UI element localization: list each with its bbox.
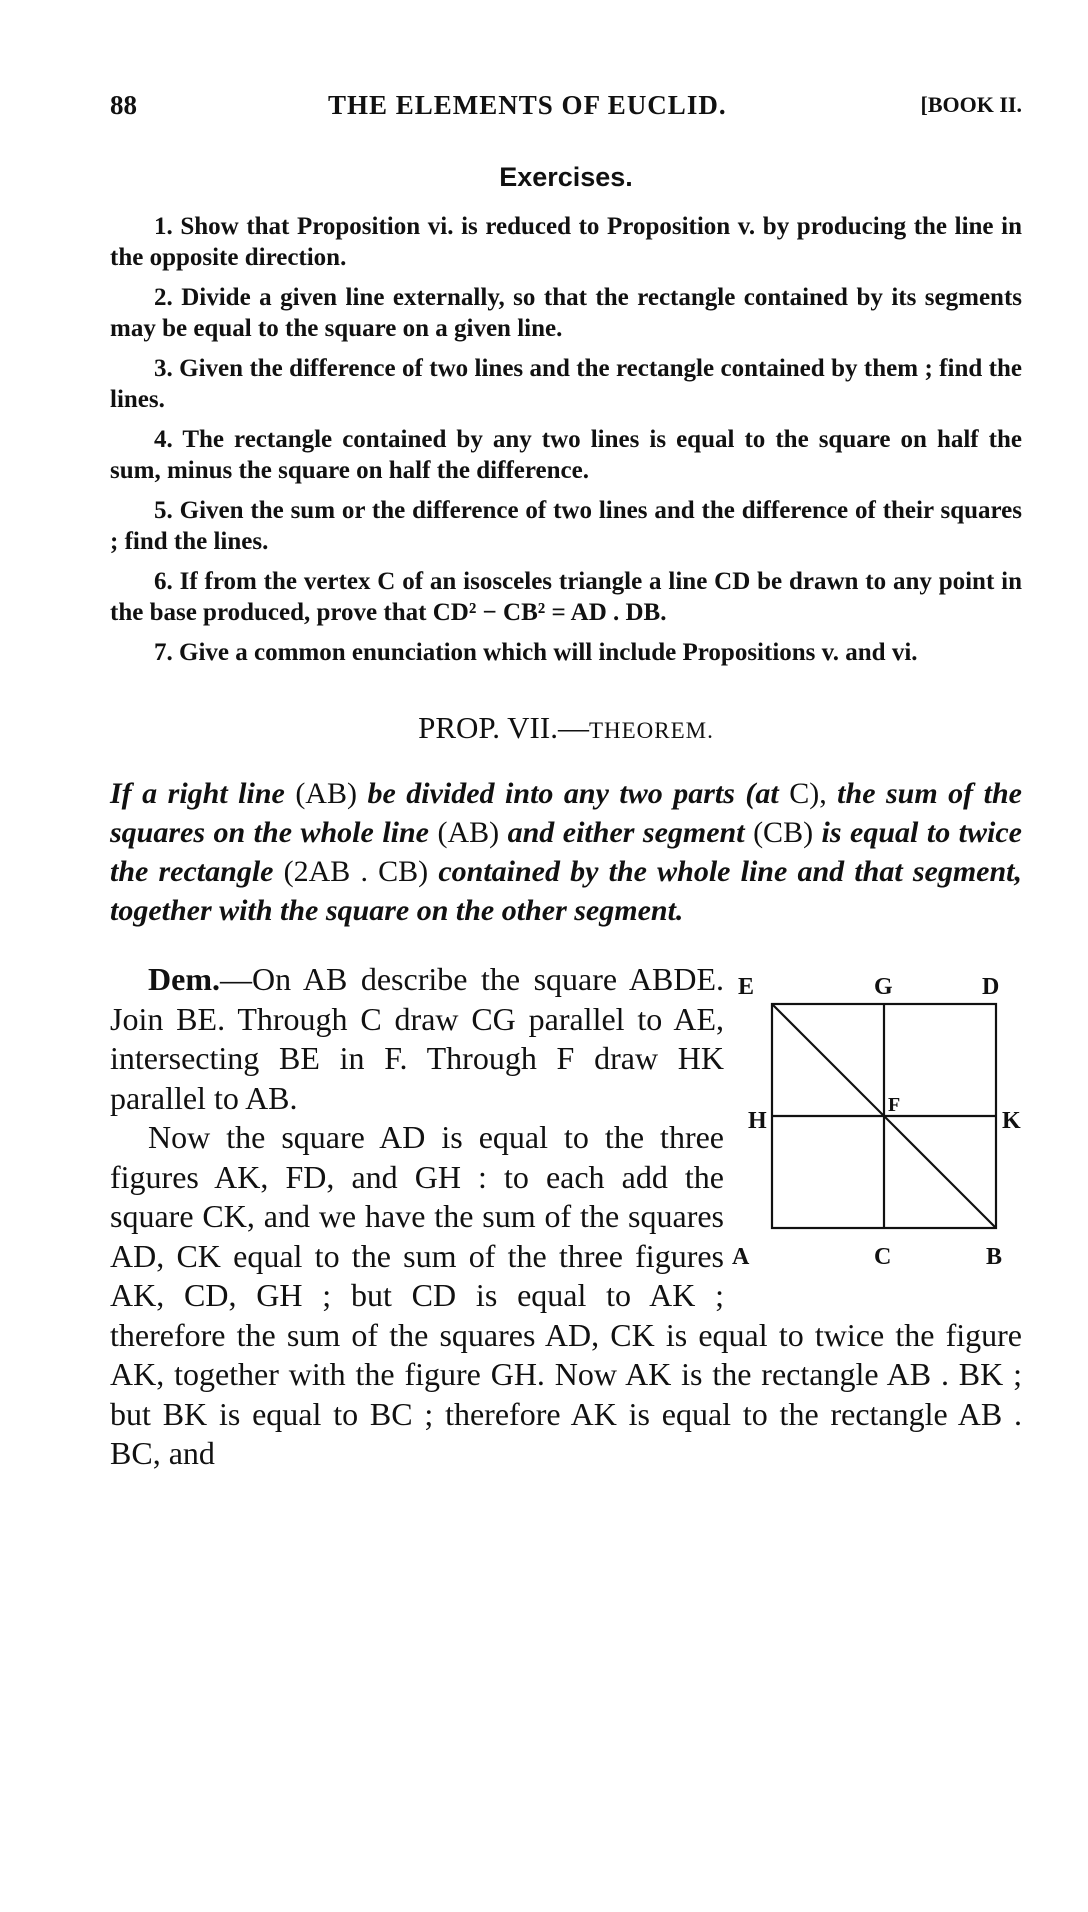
label-b: B bbox=[986, 1244, 1003, 1270]
theorem-ref: C), bbox=[789, 777, 827, 810]
dem-label: Dem. bbox=[148, 961, 220, 997]
exercise-4: 4. The rectangle contained by any two lines is equal to the square on half the sum, minus the square on half the difference. bbox=[110, 426, 1022, 484]
label-e: E bbox=[738, 974, 755, 1000]
label-h: H bbox=[748, 1108, 767, 1134]
exercise-2: 2. Divide a given line externally, so that the rectangle contained by its segments may be equal to the square on a given line. bbox=[110, 284, 1022, 342]
proposition-heading bbox=[110, 710, 1022, 746]
theorem-ref: (AB) bbox=[437, 816, 500, 849]
exercise-7: 7. Give a common enunciation which will include Propositions v. and vi. bbox=[154, 639, 918, 666]
label-d: D bbox=[982, 974, 1000, 1000]
theorem-ref: (AB) bbox=[295, 777, 357, 810]
proof-paragraph-2: Now the square AD is equal to the three figures AK, FD, and GH : to each add the square CK, and we have the sum of the squares AD, CK equal to the sum of the three figures AK, CD, GH ; but CD is equal to AK ; therefore the sum of the squares AD, CK is equal to twice the figure AK, together with the figure GH. Now AK is the rectangle AB . BK ; but BK is equal to BC ; therefore AK is equal to the rectangle AB . BC, and bbox=[110, 1119, 1022, 1471]
proposition-type: THEOREM. bbox=[588, 718, 714, 743]
figure-diagram bbox=[732, 962, 1032, 1280]
exercise-3: 3. Given the difference of two lines and the rectangle contained by them ; find the lines. bbox=[110, 355, 1022, 413]
theorem-ref: (2AB . CB) bbox=[283, 855, 429, 888]
theorem-part: If a right line bbox=[110, 777, 296, 810]
theorem-part: is equal to twice the rectangle bbox=[110, 816, 1022, 888]
label-f: F bbox=[888, 1094, 901, 1116]
theorem-part: and either segment bbox=[499, 816, 754, 849]
theorem-part: contained by the whole line and that segment, together with the square on the other segment. bbox=[110, 855, 1022, 927]
book-title: THE ELEMENTS OF EUCLID. bbox=[328, 90, 727, 120]
exercise-5: 5. Given the sum or the difference of two lines and the difference of their squares ; find the lines. bbox=[110, 497, 1022, 555]
label-k: K bbox=[1002, 1108, 1021, 1134]
proof-text-1: —On AB describe the square ABDE. Join BE. Through C draw CG parallel to AE, intersecting BE in F. Through F draw HK parallel to AB. bbox=[110, 961, 724, 1116]
exercise-6: 6. If from the vertex C of an isosceles triangle a line CD be drawn to any point in the base produced, prove that CD² − CB² = AD . DB. bbox=[110, 568, 1022, 626]
page-number: 88 bbox=[110, 90, 137, 120]
proof bbox=[110, 960, 1022, 1474]
theorem-ref: (CB) bbox=[753, 816, 814, 849]
theorem-enunciation bbox=[110, 774, 1022, 930]
page bbox=[110, 90, 1022, 1474]
book-label: [BOOK II. bbox=[920, 92, 1022, 117]
theorem-part: be divided into any two parts bbox=[356, 777, 746, 810]
exercises-heading: Exercises. bbox=[499, 162, 633, 192]
label-a: A bbox=[732, 1244, 750, 1270]
exercise-1: 1. Show that Proposition vi. is reduced to Proposition v. by producing the line in the opposite direction. bbox=[110, 213, 1022, 271]
square-figure bbox=[732, 962, 1032, 1280]
theorem-part: (at bbox=[745, 777, 790, 810]
label-g: G bbox=[874, 974, 893, 1000]
proposition-number: PROP. VII.— bbox=[418, 710, 589, 745]
running-header bbox=[110, 90, 1022, 130]
label-c: C bbox=[874, 1244, 892, 1270]
theorem-part: the sum of the squares on the whole line bbox=[110, 777, 1022, 849]
